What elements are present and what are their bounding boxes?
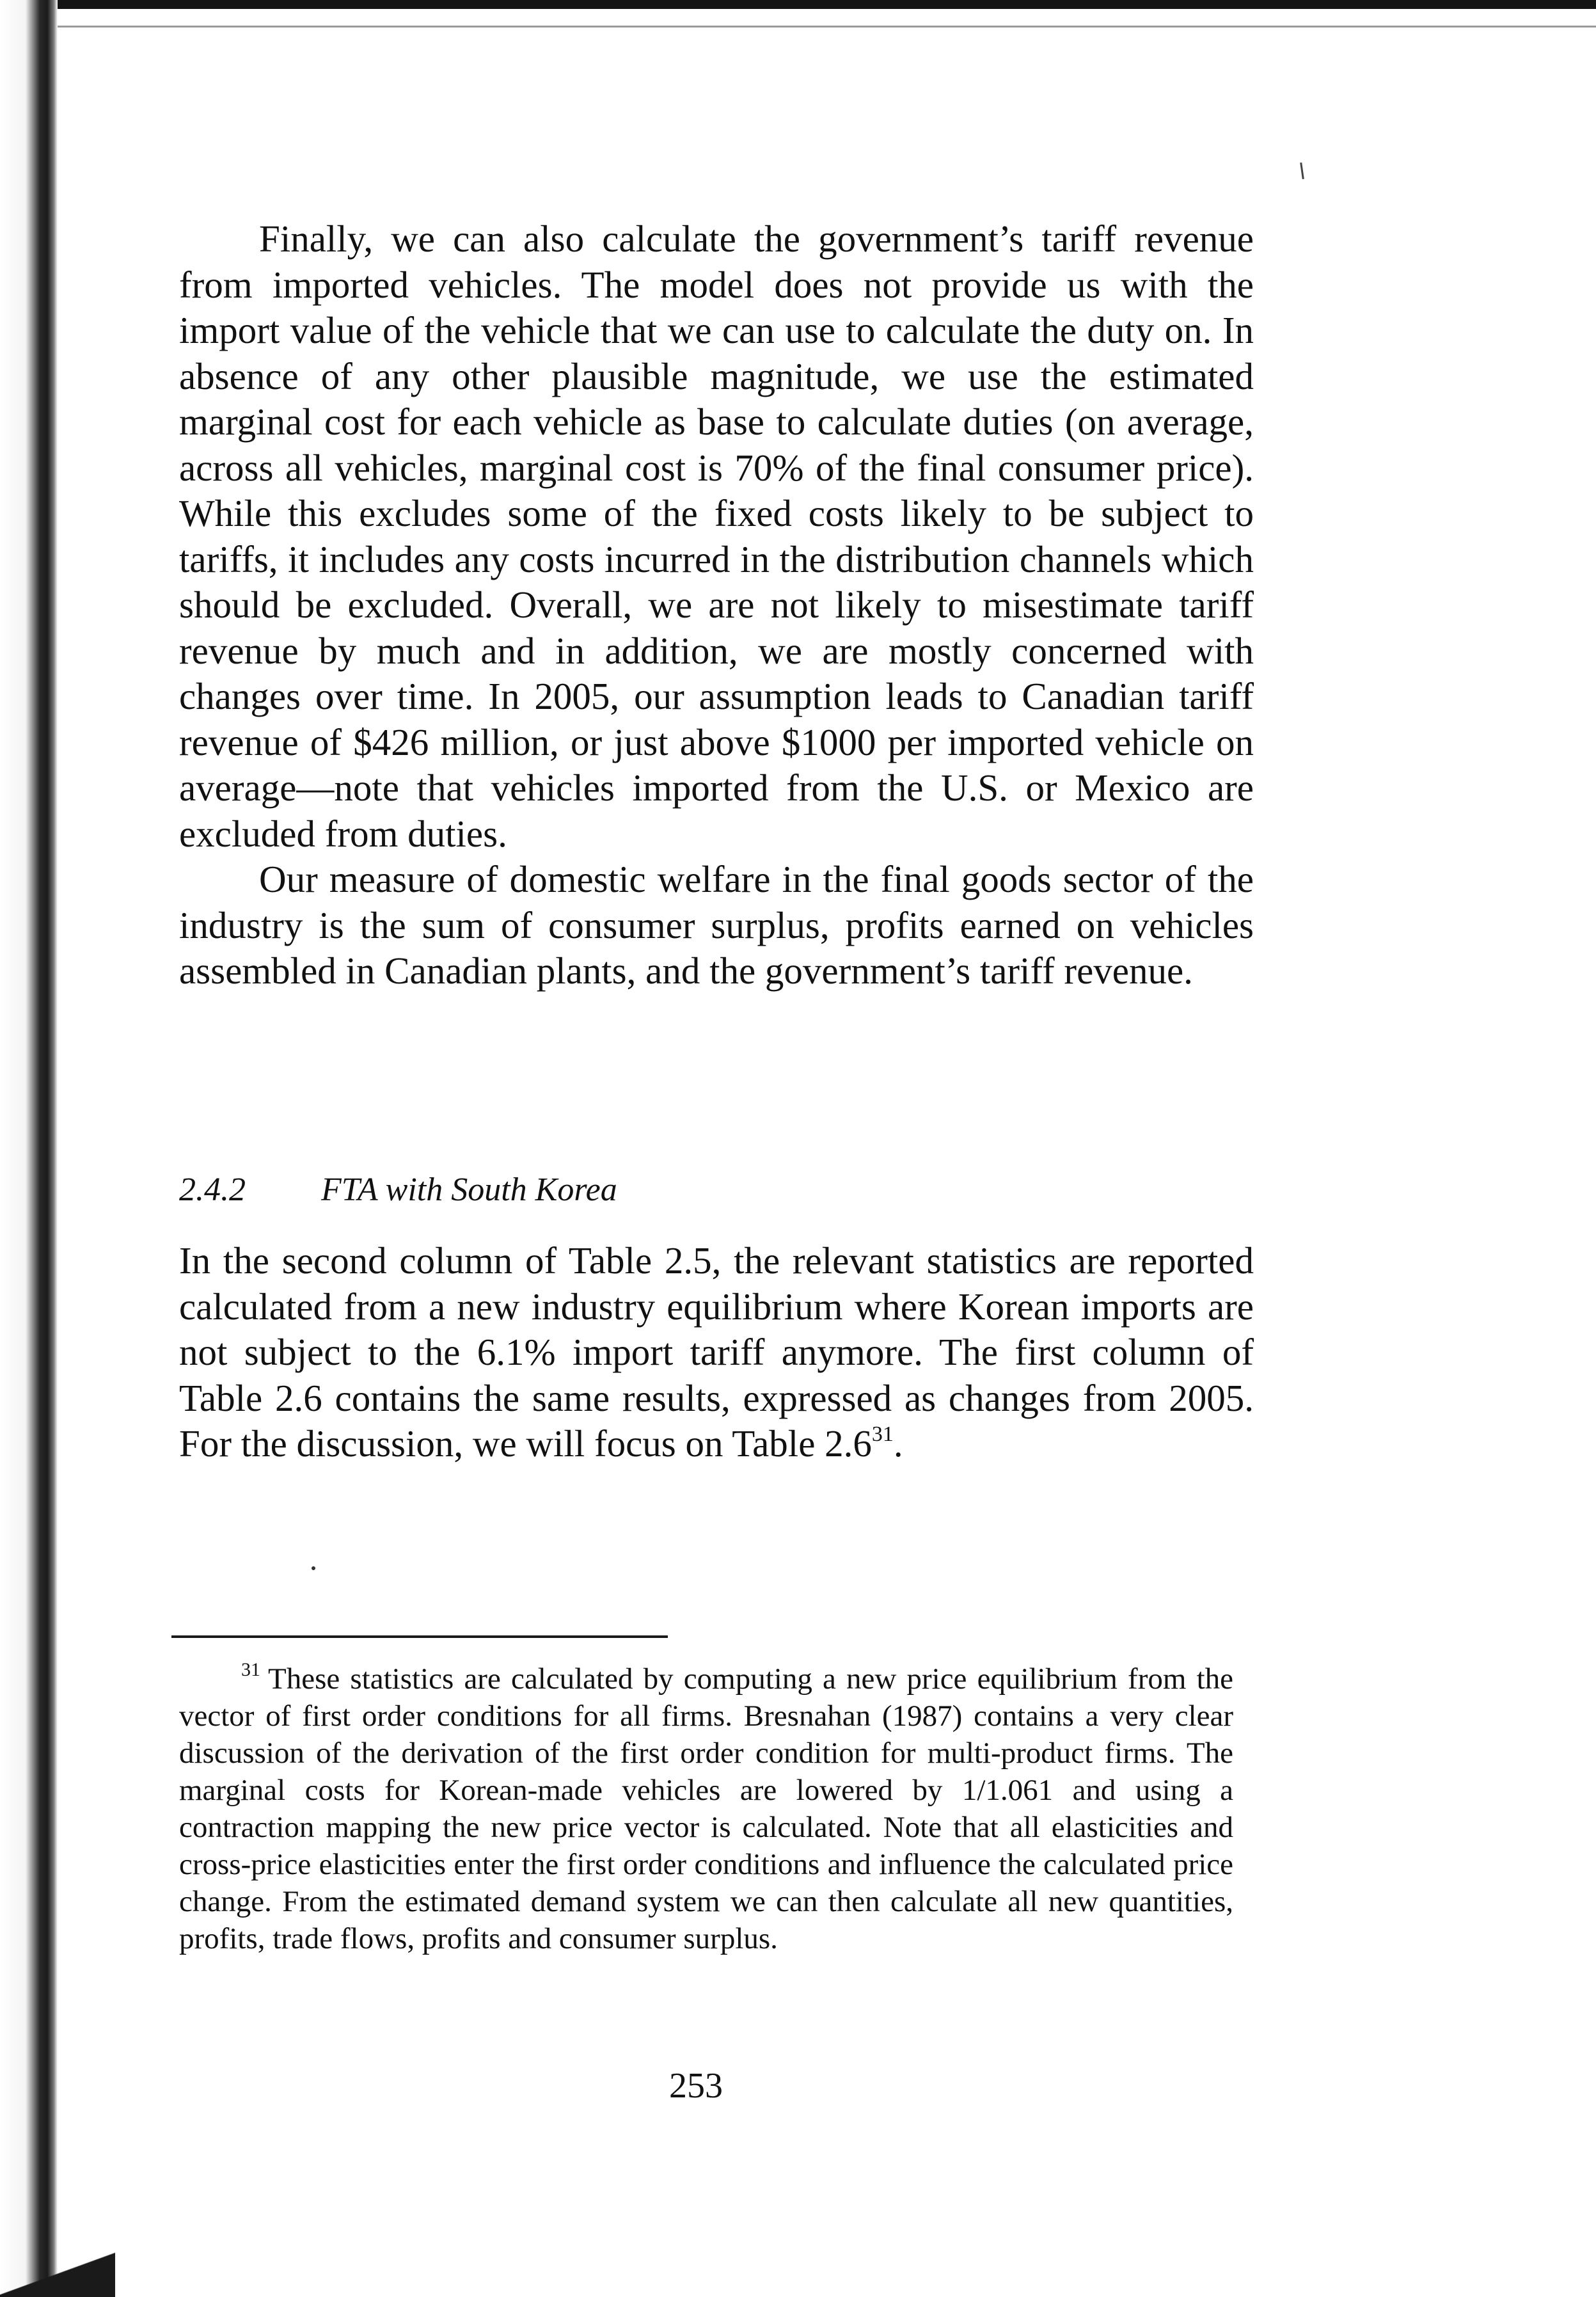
scan-top-edge xyxy=(0,0,1596,9)
section-body xyxy=(179,1238,1254,1467)
scan-top-rule xyxy=(45,26,1596,28)
footnote xyxy=(179,1660,1233,1957)
body-paragraph-2: Our measure of domestic welfare in the final goods sector of the industry is the sum of consumer surplus, profits earned on vehicles assembled in Canadian plants, and the government’s tariff revenue. xyxy=(179,858,1254,992)
section-paragraph-end: . xyxy=(893,1422,903,1465)
footnote-marker: 31 xyxy=(241,1659,260,1680)
stray-dot xyxy=(312,1566,315,1570)
footnote-reference: 31 xyxy=(871,1422,894,1446)
section-number: 2.4.2 xyxy=(179,1172,246,1208)
stray-pen-mark xyxy=(1300,163,1304,179)
section-paragraph xyxy=(179,1238,1254,1467)
main-body xyxy=(179,216,1254,994)
section-heading xyxy=(179,1168,617,1212)
page-number: 253 xyxy=(669,2066,723,2106)
scan-bottom-corner xyxy=(0,2239,115,2297)
body-paragraph-1: Finally, we can also calculate the government’s tariff revenue from imported vehicles. The model does not provide us with the import value of the vehicle that we can use to calculate the duty on. In absence of any other plausible magnitude, we use the estimated marginal cost for each vehicle as base to calculate duties (on average, across all vehicles, marginal cost is 70% of the final consumer price). While this excludes some of the fixed costs likely to be subject to tariffs, it includes any costs incurred in the distribution channels which should be excluded. Overall, we are not likely to misestimate tariff revenue by much and in addition, we are mostly concerned with changes over time. In 2005, our assumption leads to Canadian tariff revenue of $426 million, or just above $1000 per imported vehicle on average—note that vehicles imported from the U.S. or Mexico are excluded from duties. xyxy=(179,218,1254,855)
section-paragraph-text: In the second column of Table 2.5, the relevant statistics are reported calculated from a new industry equilibrium where Korean imports are not subject to the 6.1% import tariff anymore. The first column of Table 2.6 contains the same results, expressed as changes from 2005. For the discussion, we will focus on Table 2.6 xyxy=(179,1239,1254,1465)
footnote-rule xyxy=(171,1635,668,1638)
section-title: FTA with South Korea xyxy=(321,1172,617,1208)
binding-shadow xyxy=(0,0,58,2297)
footnote-text: These statistics are calculated by computing a new price equilibrium from the vector of first order conditions for all firms. Bresnahan (1987) contains a very clear discussion of the derivation of the first order condition for multi-product firms. The marginal costs for Korean-made vehicles are lowered by 1/1.061 and using a contraction mapping the new price vector is calculated. Note that all elasticities and cross-price elasticities enter the first order conditions and influence the calculated price change. From the estimated demand system we can then calculate all new quantities, profits, trade flows, profits and consumer surplus. xyxy=(179,1662,1233,1955)
